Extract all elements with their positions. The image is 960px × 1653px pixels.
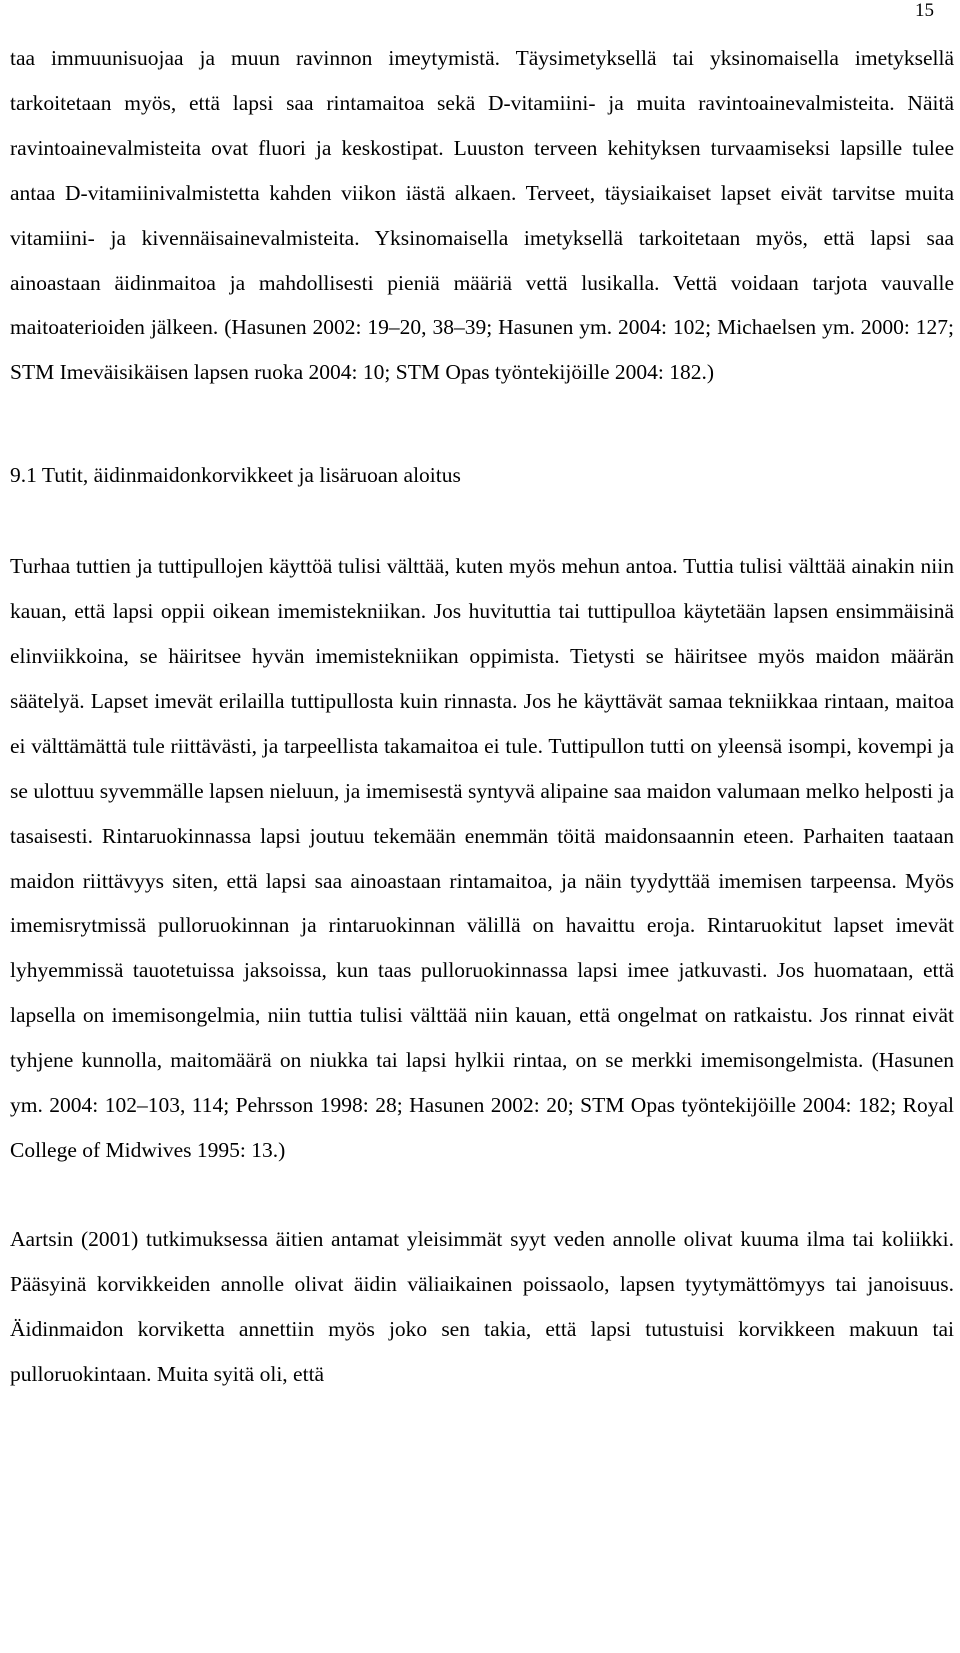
section-spacer <box>10 498 954 544</box>
paragraph-pacifiers: Turhaa tuttien ja tuttipullojen käyttöä tulisi välttää, kuten myös mehun antoa. Tuttia tulisi välttää ainakin niin kauan, että lapsi oppii oikean imemistekniikan. Jos huvituttia tai tuttipulloa käytetään lapsen ensimmäisinä elinviikkoina, se häiritsee hyvän imemistekniikan oppimista. Tietysti se häiritsee myös maidon määrän säätelyä. Lapset imevät erilailla tuttipullosta kuin rinnasta. Jos he käyttävät samaa tekniikkaa rintaan, maitoa ei välttämättä tule riittävästi, ja tarpeellista takamaitoa ei tule. Tuttipullon tutti on yleensä isompi, kovempi ja se ulottuu syvemmälle lapsen nieluun, ja imemisestä syntyvä alipaine saa maidon valumaan melko helposti ja tasaisesti. Rintaruokinnassa lapsi joutuu tekemään enemmän töitä maidonsaannin eteen. Parhaiten taataan maidon riittävyys siten, että lapsi saa ainoastaan rintamaitoa, ja näin tyydyttää imemisen tarpeensa. Myös imemisrytmissä pulloruokinnan ja rintaruokinnan välillä on havaittu eroja. Rintaruokitut lapset imevät lyhyemmissä tauotetuissa jaksoissa, kun taas pulloruokinnassa lapsi imee jatkuvasti. Jos huomataan, että lapsella on imemisongelmia, niin tuttia tulisi välttää niin kauan, että ongelmat on ratkaistu. Jos rinnat eivät tyhjene kunnolla, maitomäärä on niukka tai lapsi hylkii rintaa, on se merkki imemisongelmista. (Hasunen ym. 2004: 102–103, 114; Pehrsson 1998: 28; Hasunen 2002: 20; STM Opas työntekijöille 2004: 182; Royal College of Midwives 1995: 13.) <box>10 554 954 1162</box>
document-body <box>10 36 954 1396</box>
paragraph-immunity: taa immuunisuojaa ja muun ravinnon imeytymistä. Täysimetyksellä tai yksinomaisella imetyksellä tarkoitetaan myös, että lapsi saa rintamaitoa sekä D-vitamiini- ja muita ravintoainevalmisteita. Näitä ravintoainevalmisteita ovat fluori ja keskostipat. Luuston terveen kehityksen turvaamiseksi lapsille tulee antaa D-vitamiinivalmistetta kahden viikon iästä alkaen. Terveet, täysiaikaiset lapset eivät tarvitse muita vitamiini- ja kivennäisainevalmisteita. Yksinomaisella imetyksellä tarkoitetaan myös, että lapsi saa ainoastaan äidinmaitoa ja mahdollisesti pieniä määriä vettä lusikalla. Vettä voidaan tarjota vauvalle maitoaterioiden jälkeen. (Hasunen 2002: 19–20, 38–39; Hasunen ym. 2004: 102; Michaelsen ym. 2000: 127; STM Imeväisikäisen lapsen ruoka 2004: 10; STM Opas työntekijöille 2004: 182.) <box>10 46 954 385</box>
paragraph-spacer <box>10 1173 954 1217</box>
page-number: 15 <box>915 0 934 21</box>
paragraph-aarts-study: Aartsin (2001) tutkimuksessa äitien antamat yleisimmät syyt veden annolle olivat kuuma ilma tai koliikki. Pääsyinä korvikkeiden annolle olivat äidin väliaikainen poissaolo, lapsen tyytymättömyys tai janoisuus. Äidinmaidon korviketta annettiin myös joko sen takia, että lapsi tutustuisi korvikkeen makuun tai pulloruokintaan. Muita syitä oli, että <box>10 1226 954 1386</box>
section-heading: 9.1 Tutit, äidinmaidonkorvikkeet ja lisäruoan aloitus <box>10 463 461 488</box>
section-spacer <box>10 395 954 453</box>
